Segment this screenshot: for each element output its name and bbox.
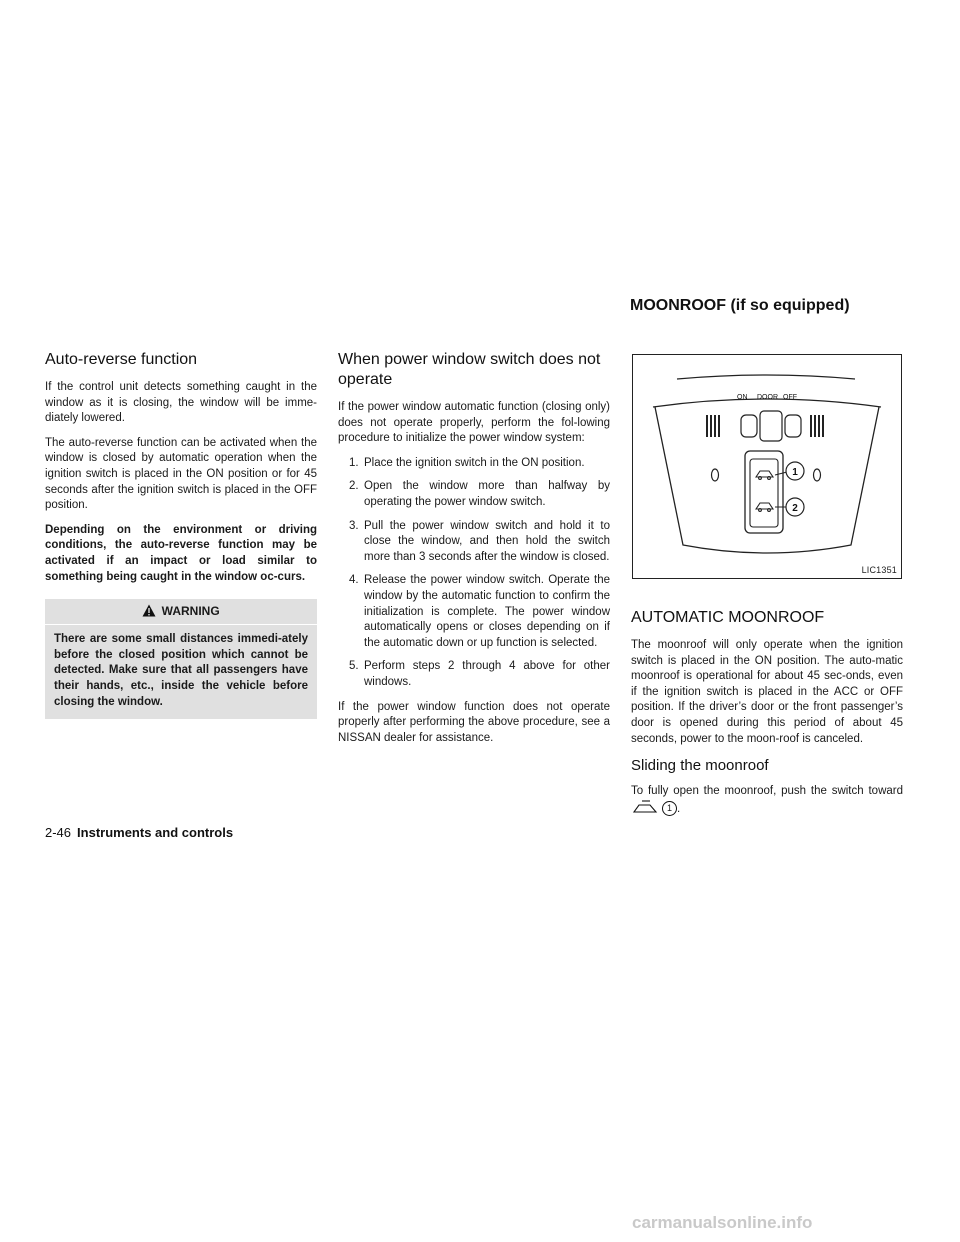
paragraph: The auto-reverse function can be activated when the window is closed by automatic operation when the ignition switch is placed in the ON position or for 45 seconds after the ignition switch is placed in the OFF position.	[45, 436, 317, 512]
warning-title: WARNING	[161, 604, 220, 619]
list-item: 4. Release the power window switch. Operate the window by the automatic function to confirm the initialization is complete. The power window automatically opens or closes depending on if the automatic down or up function is selected.	[349, 574, 610, 649]
callout-2-label: 2	[792, 503, 798, 514]
warning-triangle-icon	[142, 604, 156, 621]
warning-header	[45, 599, 317, 625]
car-tilt-icon	[632, 800, 658, 820]
list-item: 1. Place the ignition switch in the ON position.	[349, 456, 585, 469]
label-door: DOOR	[757, 394, 778, 401]
column-automatic-moonroof	[631, 608, 903, 828]
heading-automatic-moonroof: AUTOMATIC MOONROOF	[631, 609, 825, 626]
column-power-window	[338, 350, 610, 755]
label-on: ON	[737, 394, 748, 401]
page-footer	[45, 825, 233, 840]
chapter-title: Instruments and controls	[77, 825, 234, 840]
list-item: 5. Perform steps 2 through 4 above for other windows.	[349, 660, 610, 688]
watermark: carmanualsonline.info	[632, 1213, 813, 1232]
moonroof-switch-figure	[632, 354, 902, 579]
warning-text: There are some small distances immedi-ately before the closed position which cannot be detected. Make sure that all passengers have their hands, etc., inside the vehicle before closing the window.	[54, 633, 308, 708]
column-auto-reverse	[45, 350, 317, 719]
section-header: MOONROOF (if so equipped)	[630, 297, 850, 314]
list-item: 2. Open the window more than halfway by operating the power window switch.	[349, 480, 610, 508]
heading-auto-reverse: Auto-reverse function	[45, 351, 198, 368]
figure-code: LIC1351	[861, 565, 897, 575]
paragraph-sliding: To fully open the moonroof, push the switch toward 1 .	[631, 784, 903, 819]
paragraph: If the control unit detects something caught in the window as it is closing, the window will be imme-diately lowered.	[45, 381, 317, 425]
moonroof-switch-illustration	[633, 355, 901, 578]
reference-number-1: 1	[662, 801, 677, 816]
heading-power-window: When power window switch does not operate	[338, 351, 601, 388]
paragraph: If the power window function does not operate properly after performing the above procedure, see a NISSAN dealer for assistance.	[338, 700, 610, 744]
list-item: 3. Pull the power window switch and hold it to close the window, and then hold the switch more than 3 seconds after the window is closed.	[349, 519, 610, 563]
warning-box	[45, 599, 317, 719]
subheading-sliding-moonroof: Sliding the moonroof	[631, 757, 769, 775]
callout-1-label: 1	[792, 467, 798, 478]
paragraph: If the power window automatic function (closing only) does not operate properly, perform the fol-lowing procedure to initialize the power window system:	[338, 401, 610, 445]
label-off: OFF	[783, 394, 797, 401]
steps-list	[338, 456, 610, 691]
page-number: 2-46	[45, 825, 72, 840]
bold-paragraph: Depending on the environment or driving conditions, the auto-reverse function may be activated if an impact or load similar to something being caught in the window oc-curs.	[45, 523, 317, 583]
paragraph: The moonroof will only operate when the ignition switch is placed in the ON position. The auto-matic moonroof is operational for about 45 sec-onds, even if the ignition switch is placed in the ACC or OFF position. If the driver’s door or the front passenger’s door is opened during this period of about 45 seconds, power to the moon-roof is canceled.	[631, 639, 903, 745]
